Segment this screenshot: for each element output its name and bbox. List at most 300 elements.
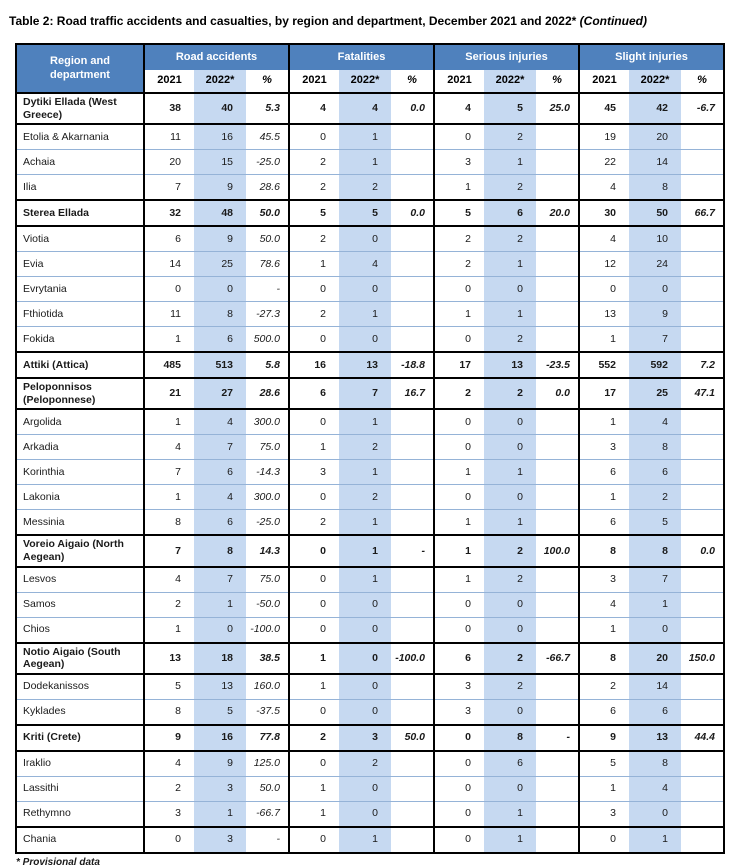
percent-cell bbox=[536, 409, 579, 435]
value-cell: 6 bbox=[579, 510, 629, 536]
value-cell: 1 bbox=[579, 327, 629, 353]
table-row bbox=[16, 252, 724, 277]
percent-cell bbox=[536, 674, 579, 700]
percent-cell bbox=[681, 252, 724, 277]
table-row bbox=[16, 327, 724, 353]
value-cell: 13 bbox=[579, 302, 629, 327]
percent-cell: -14.3 bbox=[246, 460, 289, 485]
value-cell: 16 bbox=[289, 352, 339, 378]
percent-cell bbox=[681, 827, 724, 853]
value-cell: 2 bbox=[289, 226, 339, 252]
value-cell: 0 bbox=[194, 617, 246, 643]
value-cell: 9 bbox=[194, 175, 246, 201]
value-cell: 1 bbox=[289, 643, 339, 674]
value-cell: 11 bbox=[144, 302, 194, 327]
stats-table bbox=[15, 43, 725, 854]
subcolumn-header: 2021 bbox=[144, 70, 194, 93]
subcolumn-header: 2022* bbox=[339, 70, 391, 93]
value-cell: 1 bbox=[144, 617, 194, 643]
value-cell: 0 bbox=[629, 617, 681, 643]
percent-cell bbox=[681, 226, 724, 252]
percent-cell: -37.5 bbox=[246, 699, 289, 725]
value-cell: 16 bbox=[194, 725, 246, 751]
value-cell: 0 bbox=[339, 674, 391, 700]
percent-cell: 50.0 bbox=[246, 226, 289, 252]
value-cell: 0 bbox=[289, 617, 339, 643]
percent-cell: 500.0 bbox=[246, 327, 289, 353]
subcolumn-header: 2022* bbox=[194, 70, 246, 93]
table-body bbox=[16, 93, 724, 853]
value-cell: 25 bbox=[194, 252, 246, 277]
value-cell: 0 bbox=[339, 617, 391, 643]
value-cell: 1 bbox=[144, 485, 194, 510]
percent-cell bbox=[391, 175, 434, 201]
value-cell: 45 bbox=[579, 93, 629, 124]
value-cell: 2 bbox=[289, 510, 339, 536]
value-cell: 12 bbox=[579, 252, 629, 277]
value-cell: 5 bbox=[579, 751, 629, 777]
value-cell: 9 bbox=[144, 725, 194, 751]
value-cell: 0 bbox=[484, 435, 536, 460]
percent-cell: - bbox=[536, 725, 579, 751]
value-cell: 1 bbox=[484, 510, 536, 536]
percent-cell bbox=[391, 252, 434, 277]
percent-cell bbox=[536, 617, 579, 643]
value-cell: 3 bbox=[434, 699, 484, 725]
percent-cell bbox=[391, 592, 434, 617]
value-cell: 27 bbox=[194, 378, 246, 409]
value-cell: 2 bbox=[339, 175, 391, 201]
percent-cell bbox=[391, 435, 434, 460]
value-cell: 0 bbox=[289, 327, 339, 353]
table-title-text: Table 2: Road traffic accidents and casualties, by region and department, December 2021 and 2022* bbox=[9, 14, 577, 28]
region-cell: Evrytania bbox=[16, 277, 144, 302]
value-cell: 0 bbox=[484, 699, 536, 725]
table-row bbox=[16, 409, 724, 435]
value-cell: 0 bbox=[629, 801, 681, 827]
region-cell: Iraklio bbox=[16, 751, 144, 777]
percent-cell bbox=[391, 567, 434, 593]
value-cell: 3 bbox=[194, 827, 246, 853]
percent-cell: 16.7 bbox=[391, 378, 434, 409]
value-cell: 4 bbox=[629, 409, 681, 435]
percent-cell: 7.2 bbox=[681, 352, 724, 378]
percent-cell bbox=[391, 124, 434, 150]
subcolumn-header: 2021 bbox=[579, 70, 629, 93]
value-cell: 5 bbox=[629, 510, 681, 536]
value-cell: 17 bbox=[434, 352, 484, 378]
percent-cell: 14.3 bbox=[246, 535, 289, 566]
table-row bbox=[16, 175, 724, 201]
percent-cell: 78.6 bbox=[246, 252, 289, 277]
region-cell: Kyklades bbox=[16, 699, 144, 725]
value-cell: 42 bbox=[629, 93, 681, 124]
value-cell: 5 bbox=[484, 93, 536, 124]
region-cell: Chania bbox=[16, 827, 144, 853]
value-cell: 1 bbox=[434, 510, 484, 536]
value-cell: 1 bbox=[339, 124, 391, 150]
value-cell: 8 bbox=[144, 699, 194, 725]
value-cell: 552 bbox=[579, 352, 629, 378]
column-group-header: Fatalities bbox=[289, 44, 434, 70]
value-cell: 485 bbox=[144, 352, 194, 378]
value-cell: 14 bbox=[629, 150, 681, 175]
value-cell: 21 bbox=[144, 378, 194, 409]
value-cell: 13 bbox=[484, 352, 536, 378]
value-cell: 1 bbox=[434, 460, 484, 485]
value-cell: 8 bbox=[629, 535, 681, 566]
percent-cell bbox=[681, 699, 724, 725]
percent-cell: -23.5 bbox=[536, 352, 579, 378]
percent-cell: 0.0 bbox=[391, 200, 434, 226]
percent-cell: 125.0 bbox=[246, 751, 289, 777]
percent-cell: 150.0 bbox=[681, 643, 724, 674]
value-cell: 1 bbox=[339, 302, 391, 327]
value-cell: 3 bbox=[289, 460, 339, 485]
table-row bbox=[16, 485, 724, 510]
value-cell: 0 bbox=[484, 485, 536, 510]
region-cell: Dytiki Ellada (West Greece) bbox=[16, 93, 144, 124]
value-cell: 4 bbox=[194, 485, 246, 510]
value-cell: 6 bbox=[484, 751, 536, 777]
value-cell: 9 bbox=[629, 302, 681, 327]
value-cell: 592 bbox=[629, 352, 681, 378]
percent-cell bbox=[391, 674, 434, 700]
region-cell: Attiki (Attica) bbox=[16, 352, 144, 378]
percent-cell bbox=[681, 175, 724, 201]
value-cell: 25 bbox=[629, 378, 681, 409]
value-cell: 6 bbox=[629, 460, 681, 485]
value-cell: 2 bbox=[484, 175, 536, 201]
region-cell: Fokida bbox=[16, 327, 144, 353]
value-cell: 1 bbox=[144, 409, 194, 435]
value-cell: 1 bbox=[484, 801, 536, 827]
value-cell: 22 bbox=[579, 150, 629, 175]
region-column-header: Region and department bbox=[16, 44, 144, 93]
value-cell: 6 bbox=[629, 699, 681, 725]
percent-cell bbox=[391, 699, 434, 725]
percent-cell bbox=[536, 485, 579, 510]
region-cell: Voreio Aigaio (North Aegean) bbox=[16, 535, 144, 566]
value-cell: 4 bbox=[629, 776, 681, 801]
value-cell: 0 bbox=[289, 277, 339, 302]
percent-cell bbox=[391, 226, 434, 252]
percent-cell: 160.0 bbox=[246, 674, 289, 700]
value-cell: 0 bbox=[629, 277, 681, 302]
value-cell: 1 bbox=[579, 409, 629, 435]
table-row bbox=[16, 776, 724, 801]
percent-cell bbox=[391, 485, 434, 510]
percent-cell bbox=[681, 277, 724, 302]
value-cell: 7 bbox=[144, 535, 194, 566]
value-cell: 13 bbox=[629, 725, 681, 751]
value-cell: 0 bbox=[434, 327, 484, 353]
percent-cell: 75.0 bbox=[246, 567, 289, 593]
percent-cell: -27.3 bbox=[246, 302, 289, 327]
percent-cell bbox=[536, 124, 579, 150]
value-cell: 8 bbox=[629, 751, 681, 777]
value-cell: 8 bbox=[579, 535, 629, 566]
value-cell: 1 bbox=[579, 617, 629, 643]
percent-cell bbox=[536, 150, 579, 175]
percent-cell bbox=[536, 327, 579, 353]
subcolumn-header: 2021 bbox=[289, 70, 339, 93]
percent-cell: 0.0 bbox=[391, 93, 434, 124]
region-cell: Dodekanissos bbox=[16, 674, 144, 700]
value-cell: 1 bbox=[339, 827, 391, 853]
value-cell: 0 bbox=[484, 776, 536, 801]
value-cell: 0 bbox=[194, 277, 246, 302]
percent-cell bbox=[536, 751, 579, 777]
table-row bbox=[16, 277, 724, 302]
table-row bbox=[16, 751, 724, 777]
value-cell: 0 bbox=[339, 643, 391, 674]
value-cell: 4 bbox=[194, 409, 246, 435]
value-cell: 1 bbox=[434, 175, 484, 201]
percent-cell bbox=[681, 801, 724, 827]
value-cell: 2 bbox=[339, 485, 391, 510]
value-cell: 0 bbox=[144, 277, 194, 302]
region-cell: Ilia bbox=[16, 175, 144, 201]
percent-cell: -25.0 bbox=[246, 510, 289, 536]
value-cell: 5 bbox=[339, 200, 391, 226]
percent-cell: 100.0 bbox=[536, 535, 579, 566]
region-cell: Achaia bbox=[16, 150, 144, 175]
percent-cell bbox=[391, 409, 434, 435]
value-cell: 11 bbox=[144, 124, 194, 150]
percent-cell bbox=[536, 175, 579, 201]
region-cell: Fthiotida bbox=[16, 302, 144, 327]
percent-cell: 25.0 bbox=[536, 93, 579, 124]
value-cell: 4 bbox=[144, 567, 194, 593]
region-cell: Rethymno bbox=[16, 801, 144, 827]
value-cell: 4 bbox=[579, 175, 629, 201]
value-cell: 0 bbox=[434, 776, 484, 801]
value-cell: 7 bbox=[629, 327, 681, 353]
value-cell: 2 bbox=[484, 124, 536, 150]
value-cell: 6 bbox=[194, 327, 246, 353]
subcolumn-header: 2022* bbox=[484, 70, 536, 93]
value-cell: 8 bbox=[194, 302, 246, 327]
value-cell: 50 bbox=[629, 200, 681, 226]
value-cell: 0 bbox=[484, 592, 536, 617]
value-cell: 40 bbox=[194, 93, 246, 124]
percent-cell bbox=[681, 327, 724, 353]
footnote: * Provisional data bbox=[16, 856, 100, 868]
table-row bbox=[16, 93, 724, 124]
percent-cell bbox=[391, 277, 434, 302]
table-row bbox=[16, 617, 724, 643]
value-cell: 1 bbox=[629, 827, 681, 853]
table-row bbox=[16, 674, 724, 700]
value-cell: 8 bbox=[629, 175, 681, 201]
region-cell: Samos bbox=[16, 592, 144, 617]
value-cell: 20 bbox=[629, 643, 681, 674]
value-cell: 1 bbox=[339, 510, 391, 536]
subcolumn-header: % bbox=[681, 70, 724, 93]
value-cell: 8 bbox=[484, 725, 536, 751]
value-cell: 0 bbox=[289, 592, 339, 617]
value-cell: 7 bbox=[194, 567, 246, 593]
value-cell: 13 bbox=[194, 674, 246, 700]
region-cell: Messinia bbox=[16, 510, 144, 536]
region-cell: Lakonia bbox=[16, 485, 144, 510]
value-cell: 1 bbox=[484, 252, 536, 277]
table-row bbox=[16, 801, 724, 827]
percent-cell: 20.0 bbox=[536, 200, 579, 226]
percent-cell bbox=[681, 776, 724, 801]
value-cell: 0 bbox=[289, 535, 339, 566]
percent-cell: 300.0 bbox=[246, 409, 289, 435]
value-cell: 513 bbox=[194, 352, 246, 378]
value-cell: 2 bbox=[144, 776, 194, 801]
value-cell: 1 bbox=[339, 535, 391, 566]
percent-cell: 5.8 bbox=[246, 352, 289, 378]
value-cell: 2 bbox=[289, 175, 339, 201]
percent-cell bbox=[681, 302, 724, 327]
table-row bbox=[16, 226, 724, 252]
percent-cell bbox=[391, 776, 434, 801]
value-cell: 0 bbox=[484, 617, 536, 643]
percent-cell bbox=[536, 567, 579, 593]
percent-cell bbox=[681, 617, 724, 643]
value-cell: 0 bbox=[434, 725, 484, 751]
percent-cell: 0.0 bbox=[536, 378, 579, 409]
table-row bbox=[16, 200, 724, 226]
table-row bbox=[16, 352, 724, 378]
value-cell: 0 bbox=[339, 592, 391, 617]
value-cell: 4 bbox=[434, 93, 484, 124]
percent-cell bbox=[391, 827, 434, 853]
percent-cell bbox=[681, 751, 724, 777]
percent-cell: -18.8 bbox=[391, 352, 434, 378]
value-cell: 32 bbox=[144, 200, 194, 226]
value-cell: 2 bbox=[144, 592, 194, 617]
percent-cell: 28.6 bbox=[246, 175, 289, 201]
value-cell: 1 bbox=[339, 409, 391, 435]
value-cell: 3 bbox=[194, 776, 246, 801]
value-cell: 4 bbox=[339, 252, 391, 277]
value-cell: 2 bbox=[289, 150, 339, 175]
percent-cell bbox=[536, 277, 579, 302]
value-cell: 0 bbox=[434, 801, 484, 827]
percent-cell bbox=[536, 801, 579, 827]
value-cell: 0 bbox=[144, 827, 194, 853]
table-row bbox=[16, 535, 724, 566]
table-row bbox=[16, 510, 724, 536]
value-cell: 30 bbox=[579, 200, 629, 226]
value-cell: 0 bbox=[434, 277, 484, 302]
value-cell: 2 bbox=[434, 378, 484, 409]
percent-cell bbox=[536, 827, 579, 853]
value-cell: 6 bbox=[579, 460, 629, 485]
value-cell: 1 bbox=[579, 485, 629, 510]
value-cell: 13 bbox=[339, 352, 391, 378]
value-cell: 3 bbox=[579, 435, 629, 460]
value-cell: 1 bbox=[194, 801, 246, 827]
value-cell: 9 bbox=[579, 725, 629, 751]
value-cell: 2 bbox=[484, 226, 536, 252]
value-cell: 0 bbox=[434, 485, 484, 510]
table-row bbox=[16, 302, 724, 327]
value-cell: 3 bbox=[434, 674, 484, 700]
value-cell: 8 bbox=[144, 510, 194, 536]
percent-cell: -50.0 bbox=[246, 592, 289, 617]
value-cell: 1 bbox=[484, 460, 536, 485]
subcolumn-header: % bbox=[536, 70, 579, 93]
value-cell: 0 bbox=[434, 409, 484, 435]
percent-cell: -100.0 bbox=[246, 617, 289, 643]
percent-cell: 66.7 bbox=[681, 200, 724, 226]
value-cell: 2 bbox=[339, 751, 391, 777]
percent-cell bbox=[536, 776, 579, 801]
value-cell: 0 bbox=[434, 751, 484, 777]
value-cell: 1 bbox=[289, 252, 339, 277]
table-row bbox=[16, 124, 724, 150]
subcolumn-header: 2022* bbox=[629, 70, 681, 93]
subcolumn-header: % bbox=[246, 70, 289, 93]
value-cell: 8 bbox=[194, 535, 246, 566]
value-cell: 5 bbox=[144, 674, 194, 700]
value-cell: 15 bbox=[194, 150, 246, 175]
value-cell: 2 bbox=[289, 302, 339, 327]
percent-cell: 50.0 bbox=[246, 200, 289, 226]
value-cell: 0 bbox=[339, 699, 391, 725]
region-cell: Sterea Ellada bbox=[16, 200, 144, 226]
subcolumn-header: 2021 bbox=[434, 70, 484, 93]
column-group-header: Road accidents bbox=[144, 44, 289, 70]
value-cell: 0 bbox=[434, 592, 484, 617]
value-cell: 19 bbox=[579, 124, 629, 150]
region-cell: Korinthia bbox=[16, 460, 144, 485]
value-cell: 8 bbox=[629, 435, 681, 460]
percent-cell bbox=[681, 567, 724, 593]
percent-cell: -100.0 bbox=[391, 643, 434, 674]
value-cell: 1 bbox=[434, 535, 484, 566]
percent-cell bbox=[681, 460, 724, 485]
value-cell: 1 bbox=[144, 327, 194, 353]
table-row bbox=[16, 592, 724, 617]
region-cell: Kriti (Crete) bbox=[16, 725, 144, 751]
value-cell: 0 bbox=[339, 801, 391, 827]
value-cell: 3 bbox=[144, 801, 194, 827]
percent-cell bbox=[536, 302, 579, 327]
value-cell: 4 bbox=[579, 592, 629, 617]
table-row bbox=[16, 699, 724, 725]
percent-cell: 50.0 bbox=[391, 725, 434, 751]
value-cell: 1 bbox=[484, 827, 536, 853]
column-group-header: Serious injuries bbox=[434, 44, 579, 70]
value-cell: 9 bbox=[194, 751, 246, 777]
value-cell: 48 bbox=[194, 200, 246, 226]
table-title-continued: (Continued) bbox=[579, 14, 647, 28]
percent-cell: 0.0 bbox=[681, 535, 724, 566]
value-cell: 9 bbox=[194, 226, 246, 252]
region-cell: Arkadia bbox=[16, 435, 144, 460]
value-cell: 7 bbox=[339, 378, 391, 409]
value-cell: 1 bbox=[339, 567, 391, 593]
value-cell: 6 bbox=[194, 510, 246, 536]
percent-cell bbox=[536, 699, 579, 725]
percent-cell bbox=[536, 592, 579, 617]
value-cell: 6 bbox=[289, 378, 339, 409]
value-cell: 0 bbox=[289, 409, 339, 435]
region-cell: Viotia bbox=[16, 226, 144, 252]
value-cell: 4 bbox=[289, 93, 339, 124]
value-cell: 1 bbox=[194, 592, 246, 617]
value-cell: 14 bbox=[144, 252, 194, 277]
value-cell: 0 bbox=[289, 827, 339, 853]
